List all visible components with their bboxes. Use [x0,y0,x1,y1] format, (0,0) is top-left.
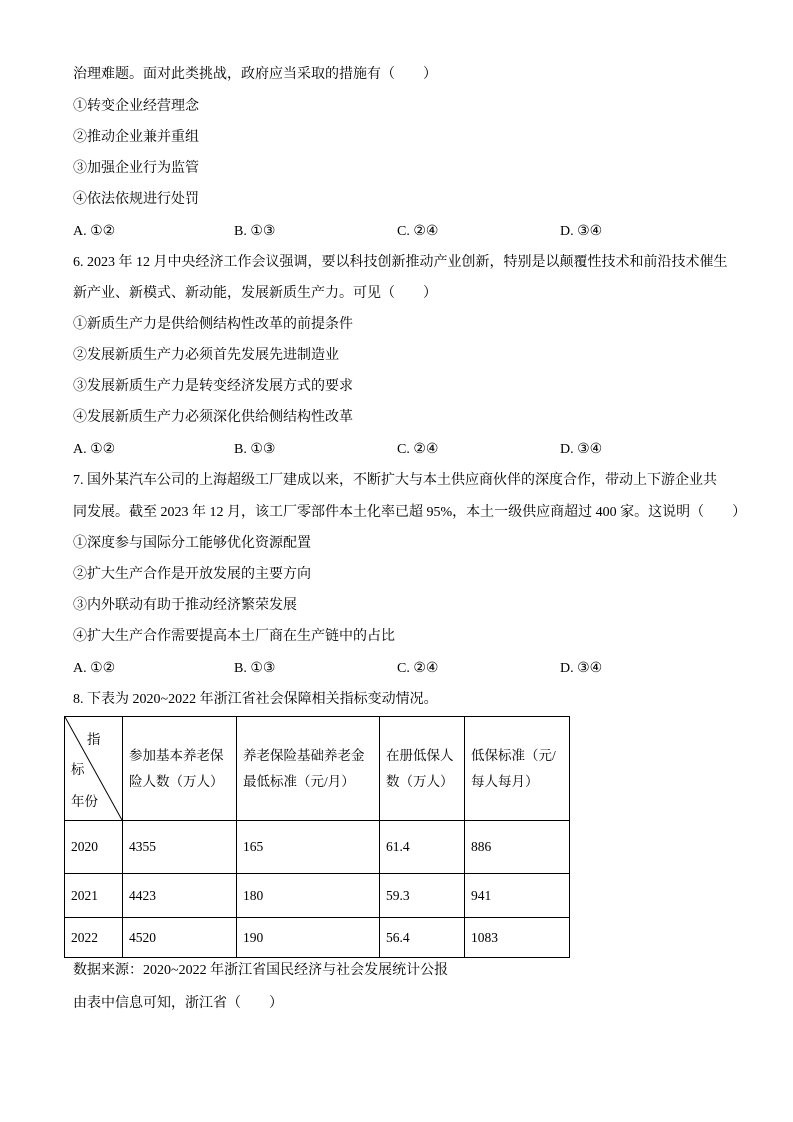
q5-option-d: D. ③④ [560,224,603,239]
cell: 4423 [123,874,237,918]
social-security-table [64,716,570,958]
q6-item: ③发展新质生产力是转变经济发展方式的要求 [73,379,353,394]
q5-option-b: B. ①③ [234,224,276,239]
cell: 190 [237,918,380,958]
q7-option-c: C. ②④ [397,661,439,676]
cell: 59.3 [380,874,465,918]
header-cell: 低保标准（元/每人每月） [465,717,570,821]
data-source-note: 数据来源：2020~2022 年浙江省国民经济与社会发展统计公报 [73,963,449,978]
q7-stem: 7. 国外某汽车公司的上海超级工厂建成以来，不断扩大与本土供应商伙伴的深度合作，带动上下游企业共 [73,473,717,488]
cell: 56.4 [380,918,465,958]
q8-stem: 8. 下表为 2020~2022 年浙江省社会保障相关指标变动情况。 [73,692,438,707]
q5-stem: 治理难题。面对此类挑战，政府应当采取的措施有（ ） [73,67,437,82]
q6-option-d: D. ③④ [560,442,603,457]
table-row [65,821,570,874]
q7-item: ④扩大生产合作需要提高本土厂商在生产链中的占比 [73,629,395,644]
q7-item: ③内外联动有助于推动经济繁荣发展 [73,598,297,613]
corner-label-mid: 标 [71,762,85,777]
q6-item: ①新质生产力是供给侧结构性改革的前提条件 [73,317,353,332]
header-cell: 养老保险基础养老金最低标准（元/月） [237,717,380,821]
q7-item: ②扩大生产合作是开放发展的主要方向 [73,567,311,582]
cell: 4520 [123,918,237,958]
q7-option-b: B. ①③ [234,661,276,676]
q7-option-a: A. ①② [73,661,116,676]
cell: 61.4 [380,821,465,874]
cell: 886 [465,821,570,874]
q5-option-c: C. ②④ [397,224,439,239]
cell: 2022 [65,918,123,958]
header-cell: 参加基本养老保险人数（万人） [123,717,237,821]
cell: 180 [237,874,380,918]
q5-item: ①转变企业经营理念 [73,99,199,114]
q6-stem: 6. 2023 年 12 月中央经济工作会议强调，要以科技创新推动产业创新，特别是以颠覆性技术和前沿技术催生 [73,255,728,270]
q5-item: ②推动企业兼并重组 [73,130,199,145]
cell: 941 [465,874,570,918]
header-cell: 在册低保人数（万人） [380,717,465,821]
q6-item: ④发展新质生产力必须深化供给侧结构性改革 [73,410,353,425]
q7-option-d: D. ③④ [560,661,603,676]
q6-option-a: A. ①② [73,442,116,457]
q5-item: ③加强企业行为监管 [73,161,199,176]
q5-item: ④依法依规进行处罚 [73,192,199,207]
q6-option-c: C. ②④ [397,442,439,457]
q5-option-a: A. ①② [73,224,116,239]
q6-stem: 新产业、新模式、新动能，发展新质生产力。可见（ ） [73,286,437,301]
corner-label-bottom: 年份 [71,794,98,809]
q7-item: ①深度参与国际分工能够优化资源配置 [73,536,311,551]
corner-label-top: 指 [87,732,101,747]
cell: 165 [237,821,380,874]
table-header-row [65,717,570,821]
q8-question: 由表中信息可知，浙江省（ ） [73,996,283,1011]
q7-stem: 同发展。截至 2023 年 12 月，该工厂零部件本土化率已超 95%，本土一级供应商超过 400 家。这说明（ ） [73,505,747,520]
corner-header-cell [65,717,123,821]
table-row [65,874,570,918]
q6-option-b: B. ①③ [234,442,276,457]
q6-item: ②发展新质生产力必须首先发展先进制造业 [73,348,339,363]
cell: 2021 [65,874,123,918]
table-row [65,918,570,958]
cell: 4355 [123,821,237,874]
cell: 2020 [65,821,123,874]
cell: 1083 [465,918,570,958]
